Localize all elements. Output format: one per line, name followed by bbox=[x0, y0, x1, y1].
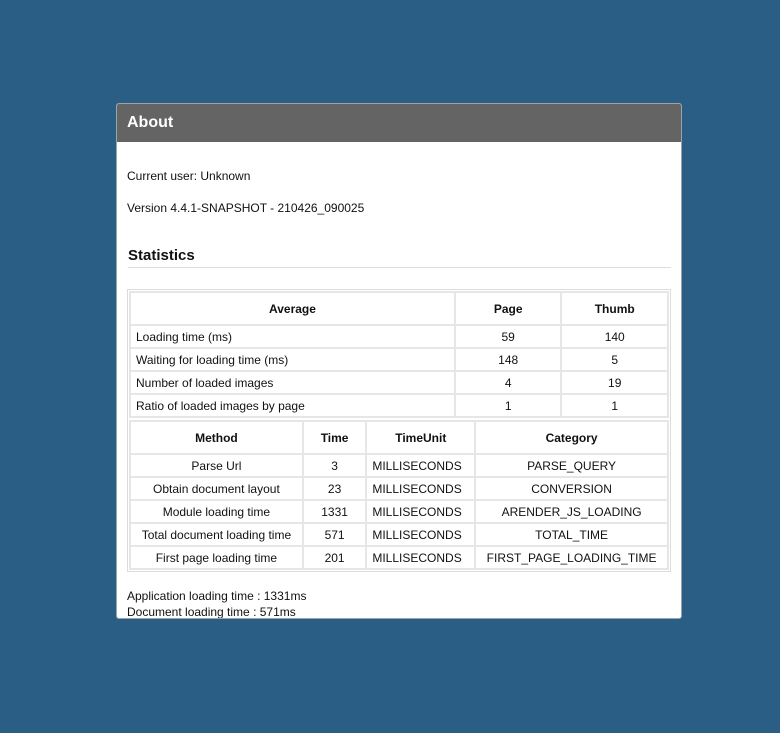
row-label: Waiting for loading time (ms) bbox=[130, 348, 455, 371]
statistics-tables bbox=[127, 289, 671, 572]
thumb-value: 19 bbox=[561, 371, 668, 394]
average-table bbox=[129, 291, 669, 418]
table-row bbox=[130, 325, 668, 348]
dialog-body bbox=[117, 142, 681, 619]
thumb-value: 1 bbox=[561, 394, 668, 417]
page-value: 148 bbox=[455, 348, 561, 371]
method-table-header bbox=[130, 421, 668, 454]
table-row bbox=[130, 394, 668, 417]
row-label: Number of loaded images bbox=[130, 371, 455, 394]
col-header-time: Time bbox=[303, 421, 367, 454]
table-row bbox=[130, 348, 668, 371]
about-dialog bbox=[116, 103, 682, 619]
page-value: 59 bbox=[455, 325, 561, 348]
category-value: CONVERSION bbox=[475, 477, 668, 500]
col-header-method: Method bbox=[130, 421, 303, 454]
col-header-average: Average bbox=[130, 292, 455, 325]
time-value: 201 bbox=[303, 546, 367, 569]
table-row bbox=[130, 477, 668, 500]
version-text: Version 4.4.1-SNAPSHOT - 210426_090025 bbox=[127, 201, 365, 215]
thumb-value: 140 bbox=[561, 325, 668, 348]
col-header-timeunit: TimeUnit bbox=[366, 421, 475, 454]
category-value: FIRST_PAGE_LOADING_TIME bbox=[475, 546, 668, 569]
statistics-heading: Statistics bbox=[128, 246, 671, 268]
page-value: 1 bbox=[455, 394, 561, 417]
time-unit: MILLISECONDS bbox=[366, 546, 475, 569]
table-row bbox=[130, 546, 668, 569]
time-value: 571 bbox=[303, 523, 367, 546]
row-label: Loading time (ms) bbox=[130, 325, 455, 348]
time-value: 1331 bbox=[303, 500, 367, 523]
time-value: 23 bbox=[303, 477, 367, 500]
category-value: ARENDER_JS_LOADING bbox=[475, 500, 668, 523]
method-name: Parse Url bbox=[130, 454, 303, 477]
col-header-thumb: Thumb bbox=[561, 292, 668, 325]
time-unit: MILLISECONDS bbox=[366, 523, 475, 546]
row-label: Ratio of loaded images by page bbox=[130, 394, 455, 417]
method-name: Module loading time bbox=[130, 500, 303, 523]
current-user-text: Current user: Unknown bbox=[127, 169, 251, 183]
col-header-category: Category bbox=[475, 421, 668, 454]
method-name: First page loading time bbox=[130, 546, 303, 569]
table-row bbox=[130, 523, 668, 546]
table-row bbox=[130, 454, 668, 477]
loading-summary bbox=[127, 588, 671, 619]
method-name: Obtain document layout bbox=[130, 477, 303, 500]
method-name: Total document loading time bbox=[130, 523, 303, 546]
table-row bbox=[130, 500, 668, 523]
time-value: 3 bbox=[303, 454, 367, 477]
category-value: TOTAL_TIME bbox=[475, 523, 668, 546]
col-header-page: Page bbox=[455, 292, 561, 325]
thumb-value: 5 bbox=[561, 348, 668, 371]
time-unit: MILLISECONDS bbox=[366, 477, 475, 500]
table-row bbox=[130, 371, 668, 394]
category-value: PARSE_QUERY bbox=[475, 454, 668, 477]
average-table-header bbox=[130, 292, 668, 325]
app-loading-time: Application loading time : 1331ms bbox=[127, 589, 307, 603]
time-unit: MILLISECONDS bbox=[366, 454, 475, 477]
page-value: 4 bbox=[455, 371, 561, 394]
dialog-title: About bbox=[117, 104, 681, 142]
time-unit: MILLISECONDS bbox=[366, 500, 475, 523]
doc-loading-time: Document loading time : 571ms bbox=[127, 605, 296, 619]
method-table bbox=[129, 420, 669, 570]
